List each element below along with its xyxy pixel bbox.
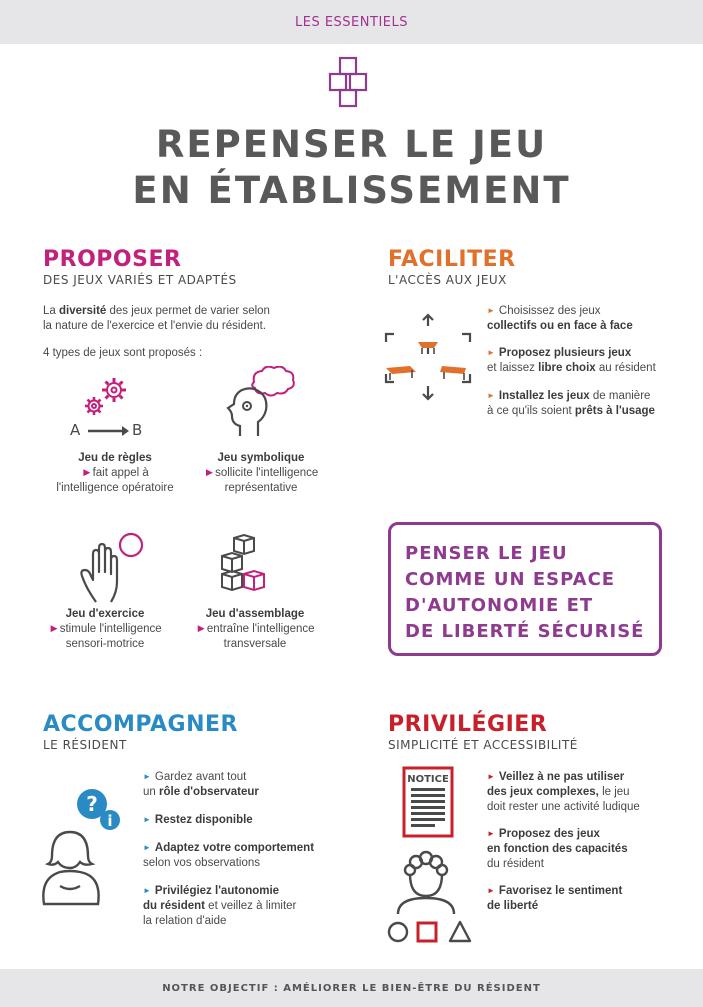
- faciliter-bullet-2: ► Proposez plusieurs jeux et laissez libre choix au résident: [487, 347, 656, 374]
- accompagner-bullet-3: ► Adaptez votre comportement selon vos observations: [143, 842, 315, 869]
- game-assembly-name: Jeu d'assemblage: [205, 608, 305, 620]
- accompagner-title: ACCOMPAGNER: [43, 712, 238, 737]
- main-title-line2: EN ÉTABLISSEMENT: [132, 169, 571, 212]
- arrow-right-icon: [86, 424, 130, 438]
- notice-document-icon: [402, 766, 454, 838]
- footer-label: NOTRE OBJECTIF : AMÉLIORER LE BIEN-ÊTRE DU RÉSIDENT: [162, 982, 541, 994]
- game-rules-name: Jeu de règles: [78, 452, 152, 464]
- blocks-icon: [216, 534, 276, 594]
- quote-line-4: DE LIBERTÉ SÉCURISÉ: [405, 621, 645, 642]
- privilegier-bullet-1: ► Veillez à ne pas utiliser des jeux complexes, le jeu doit rester une activité ludique: [487, 771, 640, 813]
- faciliter-bullet-3: ► Installez les jeux de manière à ce qu'ils soient prêts à l'usage: [487, 390, 655, 417]
- main-title: [0, 122, 703, 214]
- accompagner-bullet-1: ► Gardez avant tout un rôle d'observateur: [143, 771, 259, 798]
- quote-line-2: COMME UN ESPACE: [405, 569, 616, 590]
- question-icon: ?: [86, 792, 98, 816]
- accompagner-bullet-4: ► Privilégiez l'autonomie du résident et veillez à limiter la relation d'aide: [143, 885, 297, 927]
- rules-label-b: B: [132, 421, 143, 439]
- hand-ball-icon: [78, 530, 148, 604]
- main-title-line1: REPENSER LE JEU: [155, 123, 548, 166]
- privilegier-subtitle: SIMPLICITÉ ET ACCESSIBILITÉ: [388, 738, 578, 752]
- notice-label: NOTICE: [407, 774, 449, 785]
- footer-bar: [0, 969, 703, 1007]
- quote-box: [388, 522, 662, 656]
- person-help-icon: [36, 786, 126, 910]
- info-icon: i: [107, 812, 113, 830]
- quote-line-1: PENSER LE JEU: [405, 543, 568, 564]
- head-thought-icon: [226, 366, 298, 440]
- tables-arrows-icon: [380, 312, 476, 402]
- header-bar: [0, 0, 703, 44]
- faciliter-subtitle: L'ACCÈS AUX JEUX: [388, 273, 507, 287]
- game-exercise-name: Jeu d'exercice: [65, 608, 145, 620]
- privilegier-title: PRIVILÉGIER: [388, 712, 548, 737]
- faciliter-bullet-1: ► Choisissez des jeux collectifs ou en face à face: [487, 305, 633, 332]
- cubes-icon: [326, 56, 376, 112]
- game-symbolic: Jeu symbolique ►sollicite l'intelligence représentative: [186, 451, 336, 496]
- proposer-intro: La diversité des jeux permet de varier selon la nature de l'exercice et l'envie du résident.: [43, 305, 270, 332]
- header-label: LES ESSENTIELS: [295, 14, 408, 30]
- accompagner-subtitle: LE RÉSIDENT: [43, 738, 127, 752]
- game-assembly: Jeu d'assemblage ►entraîne l'intelligence transversale: [180, 607, 330, 652]
- accompagner-bullet-2: ► Restez disponible: [143, 814, 253, 826]
- gears-icon: [78, 374, 134, 420]
- privilegier-bullet-2: ► Proposez des jeux en fonction des capacités du résident: [487, 828, 628, 870]
- rules-label-a: A: [70, 421, 81, 439]
- privilegier-bullet-3: ► Favorisez le sentiment de liberté: [487, 885, 623, 912]
- quote-line-3: D'AUTONOMIE ET: [405, 595, 594, 616]
- proposer-subtitle: DES JEUX VARIÉS ET ADAPTÉS: [43, 273, 237, 287]
- proposer-title: PROPOSER: [43, 247, 182, 272]
- game-symbolic-name: Jeu symbolique: [217, 452, 305, 464]
- game-rules: Jeu de règles ►fait appel à l'intelligence opératoire: [40, 451, 190, 496]
- types-intro: 4 types de jeux sont proposés :: [43, 347, 203, 359]
- elderly-person-shapes-icon: [384, 848, 474, 946]
- faciliter-title: FACILITER: [388, 247, 516, 272]
- game-exercise: Jeu d'exercice ►stimule l'intelligence sensori-motrice: [30, 607, 180, 652]
